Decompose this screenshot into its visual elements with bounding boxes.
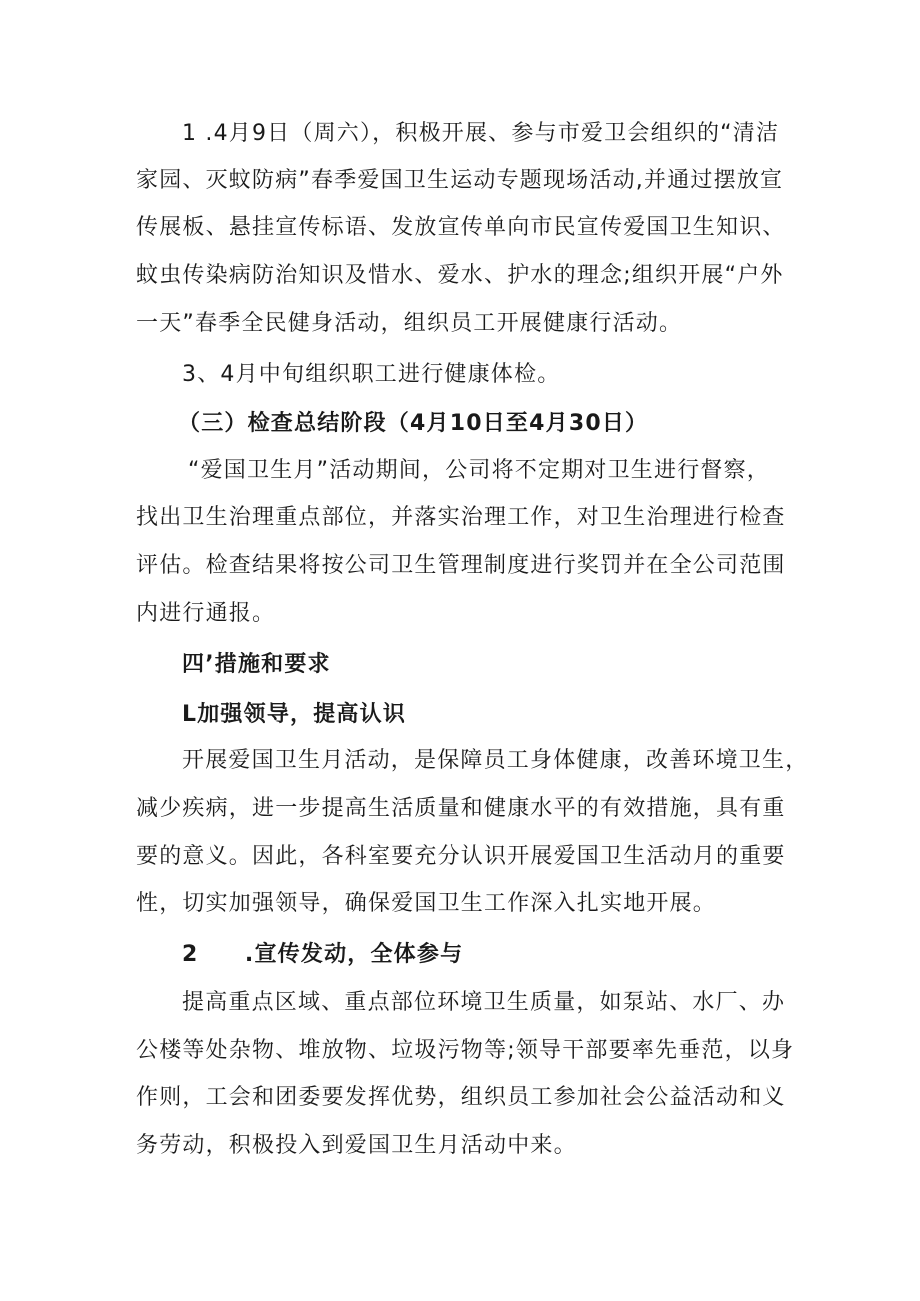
- paragraph-line: 1 .4月9日（周六），积极开展、参与市爱卫会组织的“清洁: [182, 121, 780, 146]
- section-heading: （三）检查总结阶段（4月10日至4月30日）: [178, 411, 649, 436]
- paragraph-line: 一天”春季全民健身活动，组织员工开展健康行活动。: [136, 311, 683, 336]
- paragraph-line: 传展板、悬挂宣传标语、发放宣传单向市民宣传爱国卫生知识、: [136, 215, 786, 240]
- paragraph-line: 公楼等处杂物、堆放物、垃圾污物等;领导干部要率先垂范，以身: [136, 1038, 795, 1063]
- paragraph-line: 减少疾病，进一步提高生活质量和健康水平的有效措施，具有重: [136, 796, 786, 821]
- paragraph-line: 家园、灭蚊防病”春季爱国卫生运动专题现场活动,并通过摆放宣: [136, 168, 784, 193]
- paragraph-line: “爱国卫生月”活动期间，公司将不定期对卫生进行督察，: [188, 458, 770, 483]
- paragraph-line: 务劳动，积极投入到爱国卫生月活动中来。: [136, 1133, 577, 1158]
- list-item: 3、4月中旬组织职工进行健康体检。: [182, 362, 561, 387]
- paragraph-line: 开展爱国卫生月活动，是保障员工身体健康，改善环境卫生，: [182, 748, 809, 773]
- paragraph-line: 蚊虫传染病防治知识及惜水、爱水、护水的理念;组织开展“户外: [136, 263, 784, 288]
- paragraph-line: 性，切实加强领导，确保爱国卫生工作深入扎实地开展。: [136, 891, 717, 916]
- paragraph-line: 要的意义。因此，各科室要充分认识开展爱国卫生活动月的重要: [136, 844, 786, 869]
- section-heading: 四’措施和要求: [182, 652, 331, 677]
- paragraph-line: 评估。检查结果将按公司卫生管理制度进行奖罚并在全公司范围: [136, 553, 786, 578]
- paragraph-line: 找出卫生治理重点部位，并落实治理工作，对卫生治理进行检查: [136, 505, 786, 530]
- paragraph-line: 内进行通报。: [136, 601, 276, 626]
- paragraph-line: 提高重点区域、重点部位环境卫生质量，如泵站、水厂、办: [182, 990, 786, 1015]
- subsection-heading: L加强领导，提高认识: [182, 702, 407, 727]
- subsection-heading: 2 .宣传发动，全体参与: [182, 942, 464, 967]
- paragraph-line: 作则，工会和团委要发挥优势，组织员工参加社会公益活动和义: [136, 1085, 786, 1110]
